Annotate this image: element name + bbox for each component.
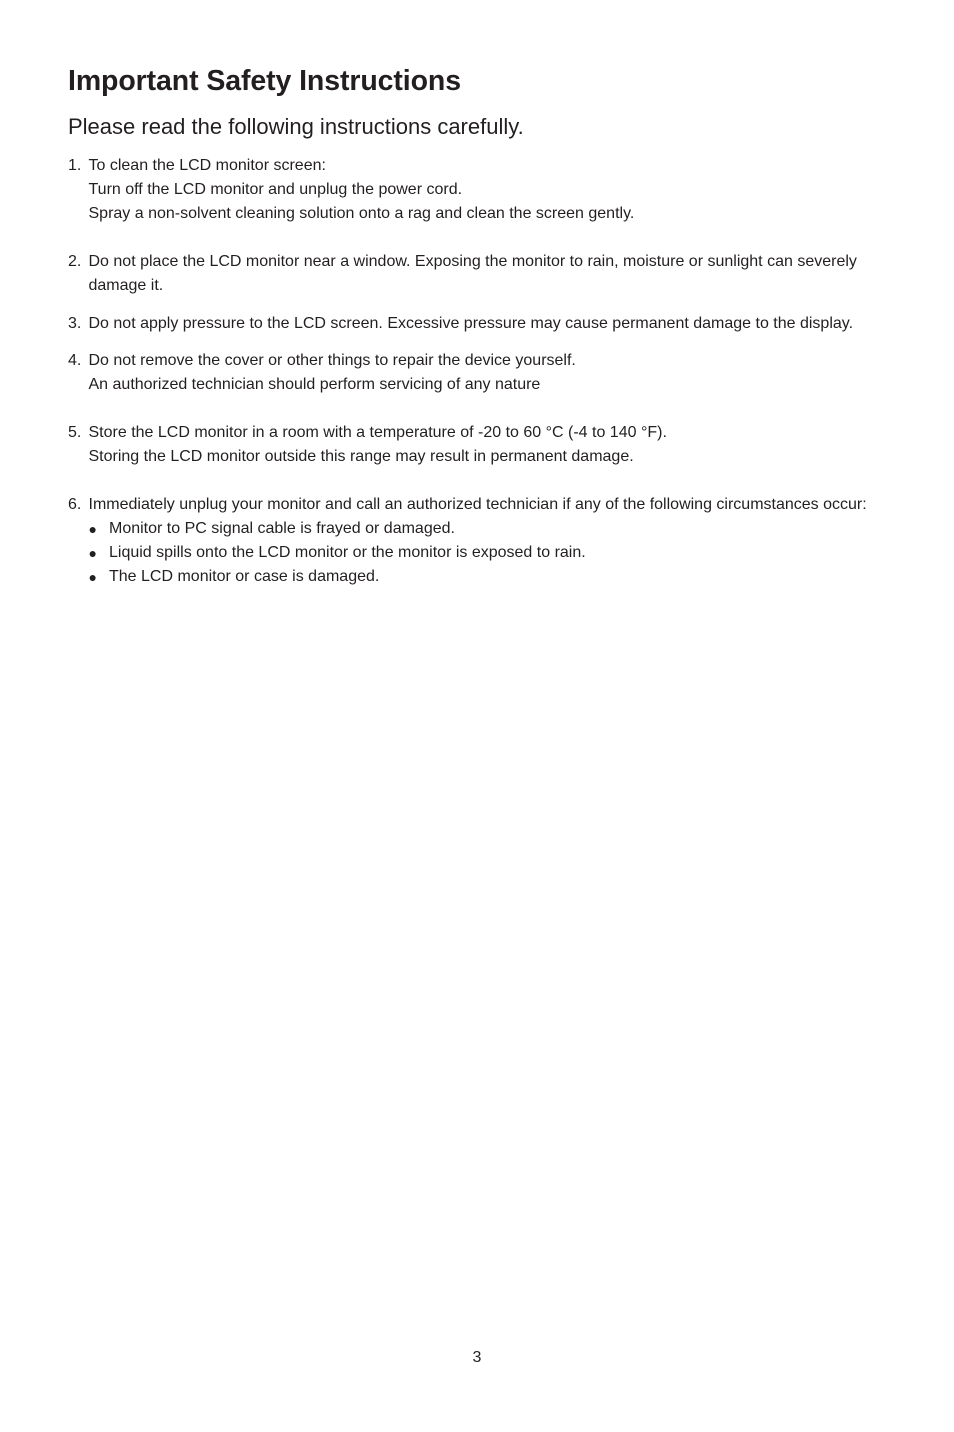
item-line: Spray a non-solvent cleaning solution onto a rag and clean the screen gently. [88, 205, 635, 222]
instructions-list [68, 154, 868, 589]
item-number: 3. [68, 315, 82, 332]
item-number: 6. [68, 496, 82, 513]
item-line: To clean the LCD monitor screen: [88, 157, 326, 174]
instruction-item-6 [68, 493, 868, 589]
item-line: Storing the LCD monitor outside this range may result in permanent damage. [88, 448, 634, 465]
item-text: Immediately unplug your monitor and call an authorized technician if any of the following circumstances occur: [88, 496, 867, 513]
bullet-icon: ● [88, 569, 97, 585]
page-subtitle: Please read the following instructions carefully. [68, 114, 524, 139]
instruction-item-3 [68, 312, 868, 336]
item-text: Do not place the LCD monitor near a window. Exposing the monitor to rain, moisture or sunlight can severely damage it. [88, 253, 857, 294]
item-number: 5. [68, 424, 82, 441]
document-page [68, 62, 868, 589]
page-number: 3 [472, 1349, 482, 1366]
page-title: Important Safety Instructions [68, 65, 461, 97]
bullet-text: Monitor to PC signal cable is frayed or damaged. [109, 520, 455, 537]
bullet-item [89, 541, 869, 565]
instruction-item-2 [68, 250, 868, 298]
bullet-text: The LCD monitor or case is damaged. [109, 568, 380, 585]
bullet-icon: ● [88, 545, 97, 561]
item-line: Do not remove the cover or other things to repair the device yourself. [88, 352, 576, 369]
item-number: 2. [68, 253, 82, 270]
item-number: 4. [68, 352, 82, 369]
instruction-item-1 [68, 154, 868, 226]
bullet-item [89, 565, 869, 589]
bullet-item [89, 517, 869, 541]
item-number: 1. [68, 157, 82, 174]
instruction-item-4 [68, 349, 868, 397]
bullet-text: Liquid spills onto the LCD monitor or the monitor is exposed to rain. [109, 544, 586, 561]
circumstances-list [89, 517, 869, 589]
item-text: Do not apply pressure to the LCD screen. Excessive pressure may cause permanent damage to the display. [88, 315, 854, 332]
item-line: Store the LCD monitor in a room with a temperature of -20 to 60 °C (-4 to 140 °F). [88, 424, 667, 441]
instruction-item-5 [68, 421, 868, 469]
item-line: An authorized technician should perform servicing of any nature [88, 376, 541, 393]
item-line: Turn off the LCD monitor and unplug the power cord. [88, 181, 463, 198]
bullet-icon: ● [88, 521, 97, 537]
